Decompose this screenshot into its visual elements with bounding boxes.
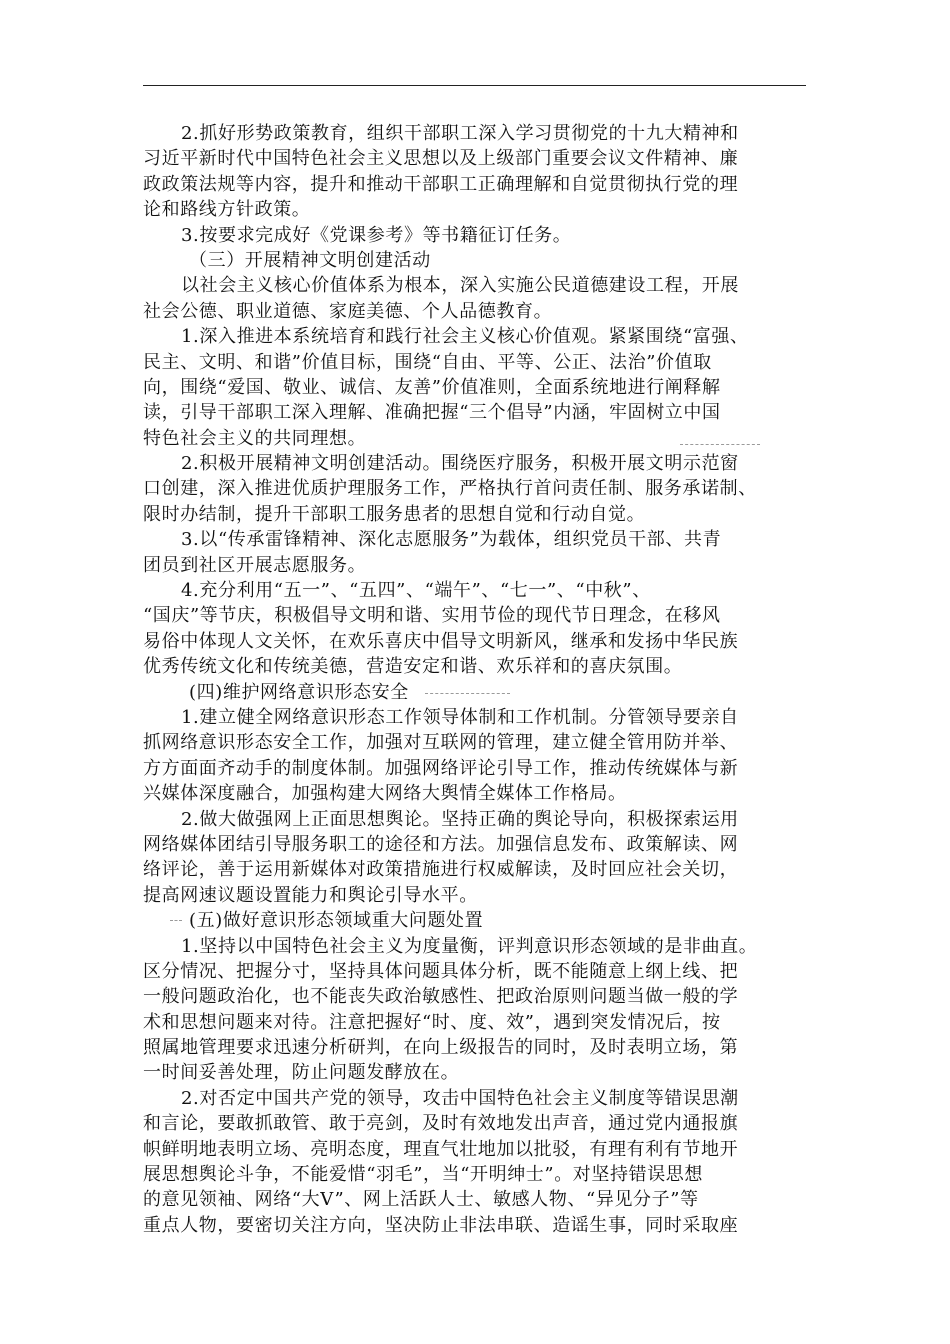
paragraph-line: 3.以“传承雷锋精神、深化志愿服务”为载体，组织党员干部、共青 [181, 529, 722, 551]
paragraph-line: 向，围绕“爱国、敬业、诚信、友善”价值准则，全面系统地进行阐释解 [143, 376, 721, 398]
section-heading: （三）开展精神文明创建活动 [189, 249, 431, 271]
document-body [143, 121, 815, 1238]
paragraph-line: 抓网络意识形态安全工作，加强对互联网的管理，建立健全管用防并举、 [143, 732, 739, 754]
paragraph-line: 一般问题政治化，也不能丧失政治敏感性、把政治原则问题当做一般的学 [143, 986, 739, 1008]
paragraph-line: 3.按要求完成好《党课参考》等书籍征订任务。 [181, 224, 572, 246]
paragraph-line: 1.建立健全网络意识形态工作领导体制和工作机制。分管领导要亲自 [181, 706, 739, 728]
paragraph-line: 展思想舆论斗争，不能爱惜“羽毛”，当“开明绅士”。对坚持错误思想 [143, 1164, 704, 1186]
paragraph-line: 2.做大做强网上正面思想舆论。坚持正确的舆论导向，积极探索运用 [181, 808, 739, 830]
paragraph-line: 优秀传统文化和传统美德，营造安定和谐、欢乐祥和的喜庆氛围。 [143, 656, 683, 678]
paragraph-line: 2.积极开展精神文明创建活动。围绕医疗服务，积极开展文明示范窗 [181, 453, 739, 475]
paragraph-line: 方方面面齐动手的制度体制。加强网络评论引导工作，推动传统媒体与新 [143, 757, 739, 779]
paragraph-line: 2.抓好形势政策教育，组织干部职工深入学习贯彻党的十九大精神和 [181, 123, 739, 144]
paragraph-line: 一时间妥善处理，防止问题发酵放在。 [143, 1062, 460, 1084]
paragraph-line: 论和路线方针政策。 [143, 199, 311, 221]
paragraph-line: 4.充分利用“五一”、“五四”、“端午”、“七一”、“中秋”、 [181, 580, 651, 602]
paragraph-line: 络评论，善于运用新媒体对政策措施进行权威解读，及时回应社会关切， [143, 859, 739, 881]
paragraph-line: 2.对否定中国共产党的领导，攻击中国特色社会主义制度等错误思潮 [181, 1087, 739, 1109]
paragraph-line: 政政策法规等内容，提升和推动干部职工正确理解和自觉贯彻执行党的理 [143, 173, 739, 195]
paragraph-line: 1.坚持以中国特色社会主义为度量衡，评判意识形态领域的是非曲直。 [181, 935, 758, 957]
paragraph-line: 区分情况、把握分寸，坚持具体问题具体分析，既不能随意上纲上线、把 [143, 960, 739, 982]
paragraph-line: “国庆”等节庆，积极倡导文明和谐、实用节俭的现代节日理念，在移风 [143, 605, 721, 627]
paragraph-line: 以社会主义核心价值体系为根本，深入实施公民道德建设工程，开展 [181, 275, 739, 297]
paragraph-line: 术和思想问题来对待。注意把握好“时、度、效”，遇到突发情况后，按 [143, 1011, 721, 1033]
paragraph-line: 兴媒体深度融合，加强构建大网络大舆情全媒体工作格局。 [143, 783, 627, 805]
paragraph-line: 民主、文明、和谐”价值目标，围绕“自由、平等、公正、法治”价值取 [143, 351, 712, 373]
paragraph-line: 1.深入推进本系统培育和践行社会主义核心价值观。紧紧围绕“富强、 [181, 326, 749, 348]
paragraph-line: 的意见领袖、网络“大V”、网上活跃人士、敏感人物、“异见分子”等 [143, 1189, 699, 1211]
paragraph-line: 重点人物，要密切关注方向，坚决防止非法串联、造谣生事，同时采取座 [143, 1214, 739, 1236]
section-heading: (五)做好意识形态领域重大问题处置 [189, 910, 484, 932]
paragraph-line: 习近平新时代中国特色社会主义思想以及上级部门重要会议文件精神、廉 [143, 148, 739, 170]
paragraph-line: 帜鲜明地表明立场、亮明态度，理直气壮地加以批驳，有理有利有节地开 [143, 1138, 739, 1160]
scan-mark [425, 693, 510, 694]
paragraph-line: 读，引导干部职工深入理解、准确把握“三个倡导”内涵，牢固树立中国 [143, 402, 721, 424]
paragraph-line: 网络媒体团结引导服务职工的途径和方法。加强信息发布、政策解读、网 [143, 833, 739, 855]
paragraph-line: 和言论，要敢抓敢管、敢于亮剑，及时有效地发出声音，通过党内通报旗 [143, 1113, 739, 1135]
scan-mark [170, 920, 182, 921]
header-rule [143, 85, 806, 86]
paragraph-line: 易俗中体现人文关怀，在欢乐喜庆中倡导文明新风，继承和发扬中华民族 [143, 630, 739, 652]
paragraph-line: 口创建，深入推进优质护理服务工作，严格执行首问责任制、服务承诺制、 [143, 478, 757, 500]
section-heading: (四)维护网络意识形态安全 [189, 681, 409, 703]
paragraph-line: 社会公德、职业道德、家庭美德、个人品德教育。 [143, 300, 553, 322]
paragraph-line: 照属地管理要求迅速分析研判，在向上级报告的同时，及时表明立场，第 [143, 1037, 739, 1059]
scan-mark [680, 444, 760, 445]
paragraph-line: 提高网速议题设置能力和舆论引导水平。 [143, 884, 478, 906]
paragraph-line: 团员到社区开展志愿服务。 [143, 554, 367, 576]
paragraph-line: 限时办结制，提升干部职工服务患者的思想自觉和行动自觉。 [143, 503, 646, 525]
paragraph-line: 特色社会主义的共同理想。 [143, 427, 367, 449]
